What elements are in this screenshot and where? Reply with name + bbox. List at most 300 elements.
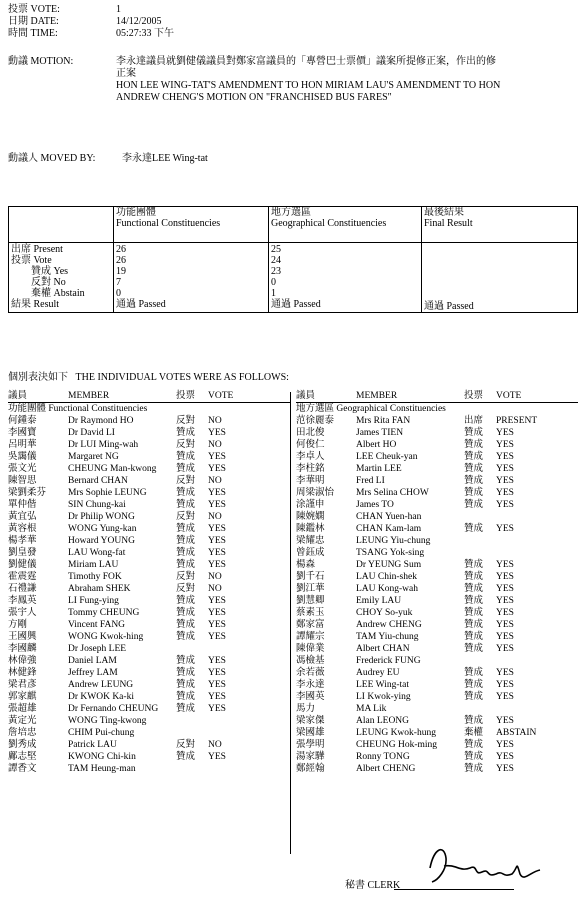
vote-en: YES	[208, 680, 226, 690]
vote-row	[296, 439, 578, 451]
member-name-en: Margaret NG	[68, 452, 119, 462]
vote-en: NO	[208, 440, 222, 450]
vote-en: YES	[496, 500, 514, 510]
vote-zh: 贊成	[464, 668, 484, 678]
member-name-en: Tommy CHEUNG	[68, 608, 140, 618]
vote-en: YES	[208, 548, 226, 558]
member-name-zh: 梁劉柔芬	[8, 488, 47, 498]
vote-en: YES	[208, 656, 226, 666]
member-name-en: CHOY So-yuk	[356, 608, 413, 618]
member-name-en: CHEUNG Man-kwong	[68, 464, 157, 474]
vote-en	[496, 547, 568, 559]
vote-row	[8, 703, 290, 715]
vote-zh: 贊成	[464, 452, 484, 462]
member-name-zh: 方剛	[8, 620, 28, 630]
vote-en	[208, 763, 280, 775]
date-value: 14/12/2005	[116, 16, 162, 27]
vote-zh: 贊成	[464, 764, 484, 774]
member-name-en: Bernard CHAN	[68, 476, 128, 486]
vote-zh: 贊成	[464, 476, 484, 486]
vote-zh: 贊成	[464, 632, 484, 642]
vote-row	[8, 691, 290, 703]
member-name-en: LAU Chin-shek	[356, 572, 417, 582]
member-name-en: TSANG Yok-sing	[356, 548, 425, 558]
vote-en: YES	[208, 596, 226, 606]
vote-en: NO	[208, 476, 222, 486]
vote-en: YES	[496, 560, 514, 570]
member-name-zh: 李國英	[296, 692, 325, 702]
vote-en: YES	[208, 536, 226, 546]
vote-zh: 贊成	[464, 560, 484, 570]
member-name-zh: 李華明	[296, 476, 325, 486]
votes-right-column	[296, 390, 578, 775]
vote-zh: 反對	[176, 512, 196, 522]
vote-en: YES	[496, 608, 514, 618]
vote-row	[8, 763, 290, 775]
member-name-zh: 涂謹申	[296, 500, 325, 510]
member-name-zh: 黃宜弘	[8, 512, 37, 522]
vote-zh: 贊成	[176, 524, 196, 534]
vote-zh: 贊成	[176, 464, 196, 474]
vote-en: YES	[496, 440, 514, 450]
vote-row	[296, 607, 578, 619]
vote-zh: 贊成	[176, 608, 196, 618]
vote-row	[8, 631, 290, 643]
member-name-zh: 張超雄	[8, 704, 37, 714]
member-name-zh: 郭家麒	[8, 692, 37, 702]
member-name-en: Albert CHAN	[356, 644, 410, 654]
member-name-en: Fred LI	[356, 476, 385, 486]
vote-row	[296, 715, 578, 727]
vote-row	[296, 499, 578, 511]
member-name-zh: 田北俊	[296, 428, 325, 438]
vote-en: NO	[208, 416, 222, 426]
vote-row	[296, 655, 578, 667]
member-name-en: LI Fung-ying	[68, 596, 119, 606]
vote-en: YES	[208, 488, 226, 498]
member-name-zh: 蔡素玉	[296, 608, 325, 618]
vote-zh	[464, 535, 496, 547]
vote-header	[8, 4, 174, 40]
motion-en-line2: ANDREW CHENG'S MOTION ON "FRANCHISED BUS FARES"	[116, 92, 392, 103]
member-name-en: Patrick LAU	[68, 740, 117, 750]
vote-zh: 贊成	[176, 536, 196, 546]
fc-header: 功能團體 Functional Constituencies	[114, 207, 269, 243]
vote-row	[8, 535, 290, 547]
member-name-zh: 梁君彥	[8, 680, 37, 690]
member-name-zh: 林健鋒	[8, 668, 37, 678]
motion-label: 動議 MOTION:	[8, 56, 74, 67]
member-name-zh: 馬力	[296, 704, 316, 714]
mover-value: 李永達LEE Wing-tat	[122, 153, 208, 164]
motion-en-line1: HON LEE WING-TAT'S AMENDMENT TO HON MIRIAM LAU'S AMENDMENT TO HON	[116, 80, 501, 91]
fc-section-heading: 功能團體 Functional Constituencies	[8, 404, 148, 414]
member-name-en: James TIEN	[356, 428, 404, 438]
vote-zh	[464, 547, 496, 559]
column-divider	[290, 392, 291, 854]
vote-row	[8, 439, 290, 451]
vote-en: YES	[208, 632, 226, 642]
vote-zh: 贊成	[176, 692, 196, 702]
member-name-zh: 李國寶	[8, 428, 37, 438]
member-name-zh: 馮檢基	[296, 656, 325, 666]
member-name-zh: 張學明	[296, 740, 325, 750]
member-name-en: LAU Kong-wah	[356, 584, 419, 594]
vote-row	[8, 571, 290, 583]
member-name-en: TAM Yiu-chung	[356, 632, 419, 642]
vote-row	[8, 679, 290, 691]
member-name-en: Albert CHENG	[356, 764, 416, 774]
votes-left-header: 議員 MEMBER 投票 VOTE	[8, 390, 290, 403]
vote-row	[8, 595, 290, 607]
vote-en: NO	[208, 740, 222, 750]
member-name-zh: 呂明華	[8, 440, 37, 450]
member-name-en: Martin LEE	[356, 464, 402, 474]
member-name-en: Dr Philip WONG	[68, 512, 135, 522]
vote-en: YES	[496, 692, 514, 702]
member-name-zh: 單仲偕	[8, 500, 37, 510]
vote-en	[496, 511, 568, 523]
member-name-en: Vincent FANG	[68, 620, 126, 630]
member-name-zh: 張宇人	[8, 608, 37, 618]
time-label: 時間 TIME:	[8, 28, 58, 39]
vote-zh: 贊成	[176, 680, 196, 690]
vote-row	[8, 427, 290, 439]
vote-zh: 贊成	[464, 464, 484, 474]
vote-zh: 贊成	[464, 752, 484, 762]
vote-en: YES	[496, 464, 514, 474]
vote-zh: 贊成	[464, 644, 484, 654]
vote-zh: 贊成	[176, 500, 196, 510]
vote-row	[296, 763, 578, 775]
vote-en: YES	[208, 704, 226, 714]
vote-row	[8, 715, 290, 727]
vote-row	[8, 607, 290, 619]
vote-zh: 贊成	[464, 584, 484, 594]
member-name-zh: 李柱銘	[296, 464, 325, 474]
vote-en: YES	[496, 752, 514, 762]
vote-zh	[176, 763, 208, 775]
member-name-en: SIN Chung-kai	[68, 500, 126, 510]
member-name-zh: 王國興	[8, 632, 37, 642]
member-name-en: CHAN Yuen-han	[356, 512, 422, 522]
vote-row	[296, 751, 578, 763]
vote-zh: 贊成	[176, 752, 196, 762]
vote-en: YES	[208, 452, 226, 462]
member-name-zh: 楊孝華	[8, 536, 37, 546]
vote-row	[8, 559, 290, 571]
vote-zh: 贊成	[464, 680, 484, 690]
votes-left-column	[8, 390, 290, 775]
vote-zh: 贊成	[464, 608, 484, 618]
member-name-en: Abraham SHEK	[68, 584, 131, 594]
vote-en: YES	[496, 524, 514, 534]
vote-en: YES	[496, 596, 514, 606]
vote-zh: 贊成	[464, 692, 484, 702]
member-name-en: Daniel LAM	[68, 656, 117, 666]
member-name-zh: 黃容根	[8, 524, 37, 534]
member-name-zh: 曾鈺成	[296, 548, 325, 558]
member-name-zh: 梁耀忠	[296, 536, 325, 546]
vote-zh: 贊成	[464, 572, 484, 582]
vote-zh: 贊成	[464, 488, 484, 498]
vote-en: YES	[496, 668, 514, 678]
vote-row	[296, 475, 578, 487]
vote-en	[208, 715, 280, 727]
vote-en	[208, 727, 280, 739]
vote-en: ABSTAIN	[496, 728, 537, 738]
vote-row	[8, 583, 290, 595]
clerk-signature	[420, 838, 550, 892]
vote-en: YES	[496, 584, 514, 594]
vote-en: YES	[208, 620, 226, 630]
member-name-en: CHIM Pui-chung	[68, 728, 135, 738]
vote-zh: 贊成	[176, 668, 196, 678]
member-name-zh: 劉秀成	[8, 740, 37, 750]
member-name-zh: 余若薇	[296, 668, 325, 678]
vote-row	[296, 535, 578, 547]
vote-en	[496, 535, 568, 547]
member-name-en: Dr Raymond HO	[68, 416, 134, 426]
gc-values: 25 24 23 0 1 通過 Passed	[269, 243, 422, 313]
member-name-zh: 李永達	[296, 680, 325, 690]
member-name-en: Dr KWOK Ka-ki	[68, 692, 134, 702]
member-name-en: Dr Fernando CHEUNG	[68, 704, 159, 714]
member-name-zh: 黃定光	[8, 716, 37, 726]
vote-en: YES	[496, 452, 514, 462]
vote-en: YES	[496, 476, 514, 486]
vote-en	[208, 643, 280, 655]
vote-row	[8, 475, 290, 487]
vote-row	[8, 415, 290, 427]
vote-zh: 贊成	[464, 440, 484, 450]
vote-en: YES	[208, 500, 226, 510]
vote-row	[8, 511, 290, 523]
gc-section-heading: 地方選區 Geographical Constituencies	[296, 404, 446, 414]
vote-zh: 棄權	[464, 728, 484, 738]
vote-zh: 贊成	[176, 596, 196, 606]
motion-text	[116, 56, 576, 104]
signature-line	[394, 889, 514, 890]
vote-row	[8, 487, 290, 499]
vote-zh: 贊成	[176, 488, 196, 498]
votes-right-header: 議員 MEMBER 投票 VOTE	[296, 390, 578, 403]
vote-en: YES	[208, 524, 226, 534]
member-name-zh: 李鳳英	[8, 596, 37, 606]
time-value: 05:27:33 下午	[116, 28, 175, 39]
member-name-en: LEUNG Yiu-chung	[356, 536, 431, 546]
motion-zh-line1: 李永達議員就劉健儀議員對鄭家富議員的「專營巴士票價」議案所提修正案，作出的修	[116, 56, 496, 67]
vote-row	[296, 487, 578, 499]
vote-en: NO	[208, 512, 222, 522]
vote-zh: 贊成	[176, 632, 196, 642]
gc-header: 地方選區 Geographical Constituencies	[269, 207, 422, 243]
member-name-zh: 詹培忠	[8, 728, 37, 738]
member-name-en: Alan LEONG	[356, 716, 410, 726]
vote-zh: 反對	[176, 740, 196, 750]
vote-row	[296, 679, 578, 691]
summary-labels	[9, 243, 114, 313]
vote-row	[296, 583, 578, 595]
vote-zh: 贊成	[176, 656, 196, 666]
member-name-en: Andrew CHENG	[356, 620, 422, 630]
member-name-en: Jeffrey LAM	[68, 668, 118, 678]
member-name-zh: 梁國雄	[296, 728, 325, 738]
member-name-zh: 張文光	[8, 464, 37, 474]
member-name-zh: 梁家傑	[296, 716, 325, 726]
vote-row	[296, 667, 578, 679]
summary-table	[8, 206, 578, 313]
vote-zh: 贊成	[176, 428, 196, 438]
clerk-label: 秘書 CLERK	[345, 880, 401, 891]
summary-label-abstain: 棄權 Abstain	[31, 288, 85, 299]
member-name-en: CHEUNG Hok-ming	[356, 740, 438, 750]
member-name-en: WONG Yung-kan	[68, 524, 137, 534]
vote-zh	[464, 511, 496, 523]
member-name-zh: 陳婉嫻	[296, 512, 325, 522]
member-name-zh: 劉江華	[296, 584, 325, 594]
vote-label: 投票 VOTE:	[8, 4, 60, 15]
vote-zh: 贊成	[464, 524, 484, 534]
vote-row	[296, 559, 578, 571]
vote-en: YES	[496, 632, 514, 642]
member-name-zh: 劉千石	[296, 572, 325, 582]
member-name-en: WONG Ting-kwong	[68, 716, 147, 726]
vote-en: YES	[496, 764, 514, 774]
summary-label-result: 結果 Result	[11, 299, 60, 310]
summary-label-present: 出席 Present	[11, 244, 63, 255]
vote-zh: 贊成	[464, 428, 484, 438]
member-name-en: Andrew LEUNG	[68, 680, 134, 690]
member-name-zh: 劉皇發	[8, 548, 37, 558]
vote-row	[8, 463, 290, 475]
vote-en	[496, 655, 568, 667]
vote-en: PRESENT	[496, 416, 538, 426]
vote-zh: 贊成	[464, 500, 484, 510]
vote-en: YES	[496, 740, 514, 750]
vote-row	[8, 547, 290, 559]
vote-en: YES	[208, 608, 226, 618]
member-name-zh: 何鍾泰	[8, 416, 37, 426]
date-label: 日期 DATE:	[8, 16, 59, 27]
vote-en: YES	[208, 668, 226, 678]
member-name-en: KWONG Chi-kin	[68, 752, 136, 762]
vote-row	[8, 655, 290, 667]
vote-row	[296, 415, 578, 427]
member-name-zh: 鄺志堅	[8, 752, 37, 762]
member-name-en: Frederick FUNG	[356, 656, 421, 666]
vote-row	[8, 667, 290, 679]
vote-zh	[464, 655, 496, 667]
vote-zh: 出席	[464, 416, 484, 426]
motion-zh-line2: 正案	[116, 68, 136, 79]
vote-en: YES	[208, 560, 226, 570]
vote-en: NO	[208, 584, 222, 594]
member-name-zh: 陳偉業	[296, 644, 325, 654]
vote-en: YES	[496, 572, 514, 582]
member-name-zh: 鄭經翰	[296, 764, 325, 774]
member-name-en: Ronny TONG	[356, 752, 410, 762]
member-name-en: LEE Cheuk-yan	[356, 452, 418, 462]
vote-en: YES	[496, 488, 514, 498]
vote-zh: 贊成	[176, 560, 196, 570]
vote-row	[8, 619, 290, 631]
member-name-zh: 陳智思	[8, 476, 37, 486]
member-name-zh: 霍震霆	[8, 572, 37, 582]
vote-zh: 贊成	[176, 704, 196, 714]
vote-zh: 贊成	[176, 620, 196, 630]
vote-row	[296, 463, 578, 475]
member-name-zh: 譚香文	[8, 764, 37, 774]
vote-zh: 贊成	[176, 548, 196, 558]
vote-row	[296, 703, 578, 715]
vote-zh: 贊成	[464, 620, 484, 630]
member-name-zh: 劉健儀	[8, 560, 37, 570]
member-name-zh: 李國麟	[8, 644, 37, 654]
vote-zh: 贊成	[464, 596, 484, 606]
member-name-en: CHAN Kam-lam	[356, 524, 422, 534]
vote-en: YES	[496, 620, 514, 630]
vote-row	[8, 751, 290, 763]
vote-row	[296, 595, 578, 607]
vote-en: YES	[208, 464, 226, 474]
member-name-en: LEUNG Kwok-hung	[356, 728, 436, 738]
vote-row	[296, 739, 578, 751]
individual-heading: 個別表決如下 THE INDIVIDUAL VOTES WERE AS FOLLOWS:	[8, 372, 289, 383]
member-name-en: LI Kwok-ying	[356, 692, 411, 702]
member-name-zh: 譚耀宗	[296, 632, 325, 642]
member-name-en: James TO	[356, 500, 394, 510]
vote-zh: 反對	[176, 584, 196, 594]
vote-en: YES	[496, 428, 514, 438]
vote-zh	[176, 727, 208, 739]
member-name-zh: 林偉強	[8, 656, 37, 666]
member-name-zh: 石禮謙	[8, 584, 37, 594]
member-name-en: Dr Joseph LEE	[68, 644, 127, 654]
vote-row	[8, 451, 290, 463]
vote-zh: 反對	[176, 476, 196, 486]
summary-label-yes: 贊成 Yes	[31, 266, 69, 277]
vote-zh: 贊成	[176, 452, 196, 462]
vote-zh: 贊成	[464, 716, 484, 726]
vote-en: YES	[496, 644, 514, 654]
member-name-zh: 湯家驊	[296, 752, 325, 762]
vote-row	[296, 619, 578, 631]
vote-en: NO	[208, 572, 222, 582]
vote-row	[296, 727, 578, 739]
vote-zh	[176, 715, 208, 727]
vote-row	[296, 451, 578, 463]
vote-en: YES	[496, 680, 514, 690]
member-name-zh: 劉慧卿	[296, 596, 325, 606]
member-name-en: Timothy FOK	[68, 572, 122, 582]
summary-label-vote: 投票 Vote	[11, 255, 52, 266]
member-name-en: WONG Kwok-hing	[68, 632, 144, 642]
vote-en: YES	[208, 428, 226, 438]
member-name-en: Audrey EU	[356, 668, 400, 678]
vote-row	[8, 727, 290, 739]
final-result-header: 最後結果 Final Result	[422, 207, 578, 243]
vote-row	[8, 739, 290, 751]
vote-row	[8, 643, 290, 655]
vote-row	[296, 427, 578, 439]
vote-row	[8, 499, 290, 511]
member-name-en: Mrs Rita FAN	[356, 416, 411, 426]
member-name-en: Mrs Sophie LEUNG	[68, 488, 147, 498]
member-name-en: Emily LAU	[356, 596, 402, 606]
vote-zh	[464, 703, 496, 715]
member-name-en: Dr LUI Ming-wah	[68, 440, 139, 450]
